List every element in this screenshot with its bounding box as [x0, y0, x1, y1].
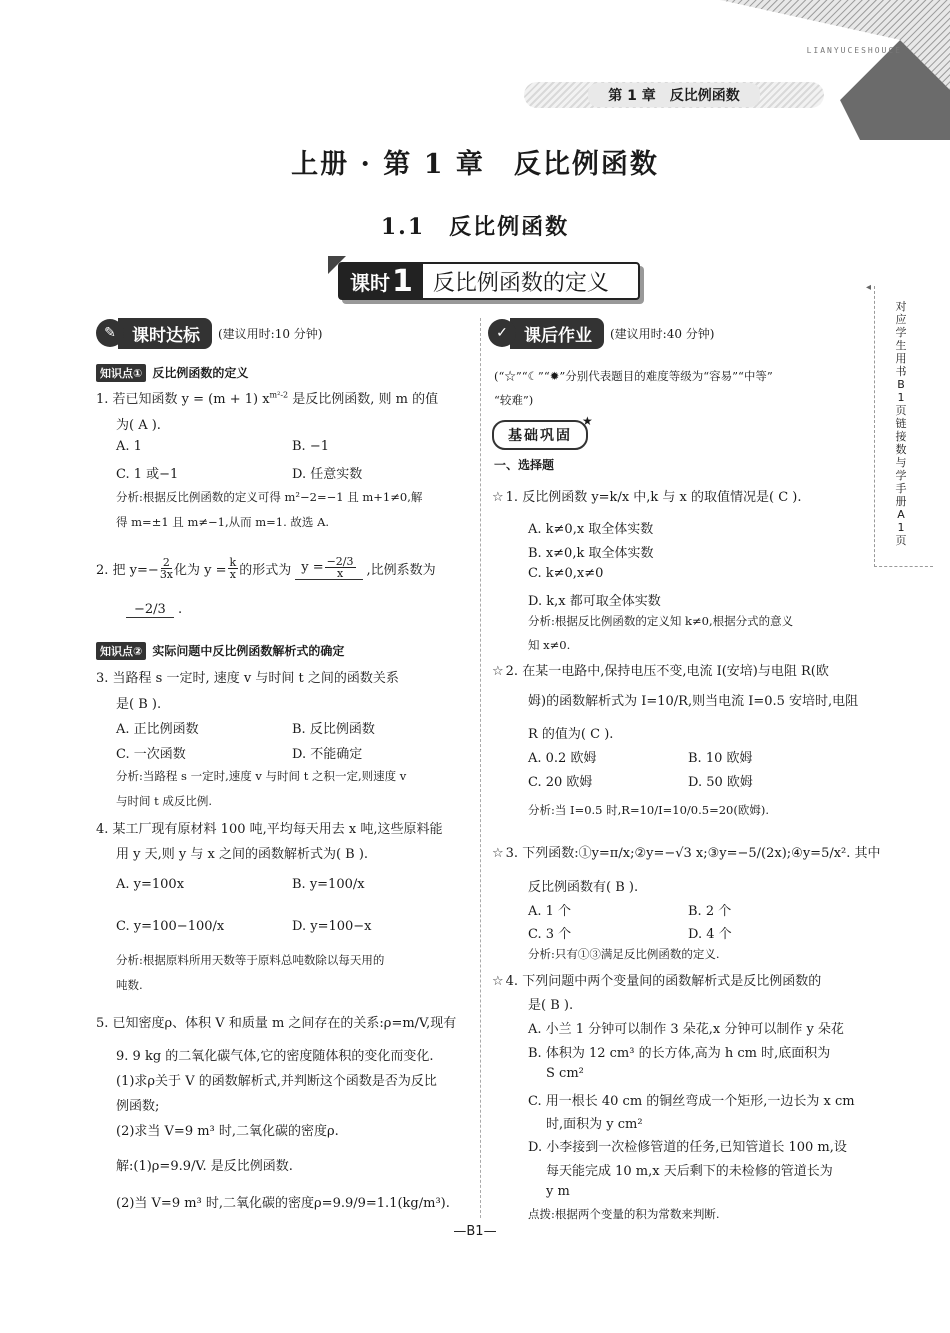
q4-option-d: D. y=100−x [292, 919, 372, 934]
q3-stem-cont: 是( B ). [116, 697, 162, 712]
rq1-option-a: A. k≠0,x 取全体实数 [528, 522, 654, 537]
rq3-option-d: D. 4 个 [688, 927, 732, 942]
rq2-option-d: D. 50 欧姆 [688, 775, 753, 790]
easy-star-icon: ☆ [492, 490, 504, 505]
q1-stem: 1. 若已知函数 y = (m + 1) $x^{m^2-2}$ 是反比例函数, 则 m 的值 [96, 390, 439, 407]
q4-option-a: A. y=100x [116, 877, 185, 892]
q1-option-b: B. −1 [292, 439, 329, 454]
page-number: —B1— [453, 1224, 497, 1239]
q5-part2: (2)求当 V=9 m³ 时,二氧化碳的密度ρ. [116, 1124, 339, 1139]
rq4-option-d-1: D. 小李接到一次检修管道的任务,已知管道长 100 m,设 [528, 1140, 847, 1155]
q2-answer-2: −2/3 . [126, 602, 182, 618]
rq4-option-d-3: y m [546, 1184, 570, 1199]
rq1-analysis-2: 知 x≠0. [528, 638, 571, 652]
rq2-option-c: C. 20 欧姆 [528, 775, 593, 790]
section-title: 1.1 反比例函数 [380, 214, 570, 240]
side-note: 对应学生用书B1页 链接数与学手册A1页 [895, 300, 907, 547]
rq1-option-c: C. k≠0,x≠0 [528, 566, 604, 581]
rq2-stem: ☆ 2. 在某一电路中,保持电压不变,电流 I(安培)与电阻 R(欧 [492, 664, 829, 679]
brand-text: LIANYUCESHOUCE [806, 46, 902, 55]
q2-fraction-1: $\frac{2}{3x}$ [159, 555, 174, 581]
kp2-title: 实际问题中反比例函数解析式的确定 [152, 644, 345, 658]
rq4-option-c-1: C. 用一根长 40 cm 的铜丝弯成一个矩形,一边长为 x cm [528, 1094, 855, 1109]
rq1-stem: ☆ 1. 反比例函数 y=k/x 中,k 与 x 的取值情况是( C ). [492, 490, 802, 505]
rq4-option-a: A. 小兰 1 分钟可以制作 3 朵花,x 分钟可以制作 y 朵花 [528, 1022, 844, 1037]
rq2-option-a: A. 0.2 欧姆 [528, 751, 597, 766]
rq2-stem-3: R 的值为( C ). [528, 727, 614, 742]
q3-analysis-2: 与时间 t 成反比例. [116, 794, 213, 808]
side-arrow-icon: ◂ [866, 282, 872, 293]
rq4-stem-2: 是( B ). [528, 998, 574, 1013]
difficulty-legend-1: (“☆”“☾”“✹”分别代表题目的难度等级为“容易”“中等” [494, 369, 773, 383]
rq2-stem-2: 姆)的函数解析式为 I=10/R,则当电流 I=0.5 安培时,电阻 [528, 694, 859, 709]
star-icon: ★ [582, 414, 593, 428]
rq2-analysis: 分析:当 I=0.5 时,R=10/I=10/0.5=20(欧姆). [528, 803, 769, 817]
column-divider [480, 318, 481, 1218]
kp1-line [96, 364, 248, 382]
q2-answer: y = $\frac{-2/3}{x}$ [295, 556, 362, 580]
q1-stem-cont: 为( A ). [116, 418, 161, 433]
rq2-option-b: B. 10 欧姆 [688, 751, 753, 766]
q2-stem: 2. 把 y=− $\frac{2}{3x}$ 化为 y = $\frac{k}{x}$ 的形式为 y = $\frac{-2/3}{x}$ ,比例系数为 [96, 555, 436, 581]
easy-star-icon: ☆ [492, 974, 504, 989]
q5-part1: (1)求ρ关于 V 的函数解析式,并判断这个函数是否为反比 [116, 1074, 437, 1089]
rq3-option-a: A. 1 个 [528, 904, 572, 919]
main-title: 上册 · 第 1 章 反比例函数 [291, 149, 659, 180]
left-section-header [96, 318, 323, 348]
right-section-note: (建议用时:40 分钟) [610, 326, 715, 341]
q5-solution-1: 解:(1)ρ=9.9/V. 是反比例函数. [116, 1159, 293, 1174]
lesson-banner [328, 256, 638, 300]
rq4-option-d-2: 每天能完成 10 m,x 天后剩下的未检修的管道长为 [546, 1164, 833, 1179]
q4-option-c: C. y=100−100/x [116, 919, 225, 934]
q3-option-c: C. 一次函数 [116, 747, 186, 762]
kp2-tag: 知识点② [96, 642, 146, 660]
easy-star-icon: ☆ [492, 846, 504, 861]
q4-analysis-1: 分析:根据原料所用天数等于原料总吨数除以每天用的 [116, 953, 385, 967]
q1-analysis-2: 得 m=±1 且 m≠−1,从而 m=1. 故选 A. [116, 515, 330, 529]
rq3-option-b: B. 2 个 [688, 904, 732, 919]
q4-analysis-2: 吨数. [116, 978, 143, 992]
right-section-header [488, 318, 715, 348]
q4-stem-cont: 用 y 天,则 y 与 x 之间的函数解析式为( B ). [116, 847, 369, 862]
rq4-option-b-1: B. 体积为 12 cm³ 的长方体,高为 h cm 时,底面积为 [528, 1046, 831, 1061]
q4-option-b: B. y=100/x [292, 877, 365, 892]
chapter-label: 第 1 章 反比例函数 [588, 83, 760, 107]
q3-option-a: A. 正比例函数 [116, 722, 199, 737]
part1-heading: 一、选择题 [494, 458, 555, 472]
rq4-stem: ☆ 4. 下列问题中两个变量间的函数解析式是反比例函数的 [492, 974, 822, 989]
rq4-option-b-2: S cm² [546, 1066, 584, 1081]
lesson-tag: 课时 1 [340, 264, 423, 298]
difficulty-legend-2: “较难”) [494, 393, 534, 407]
rq3-stem-2: 反比例函数有( B ). [528, 880, 639, 895]
easy-star-icon: ☆ [492, 664, 504, 679]
header-corner-decoration [720, 0, 950, 140]
rq3-stem: ☆ 3. 下列函数:①y=π/x;②y=−√3 x;③y=−5/(2x);④y=5/x². 其中 [492, 846, 881, 861]
homework-icon: ✓ [488, 319, 516, 347]
left-section-label: 课时达标 [118, 318, 212, 349]
q2-fraction-2: $\frac{k}{x}$ [229, 555, 237, 581]
rq3-option-c: C. 3 个 [528, 927, 572, 942]
rq3-analysis: 分析:只有①③满足反比例函数的定义. [528, 947, 720, 961]
q1-option-d: D. 任意实数 [292, 467, 363, 482]
rq1-option-b: B. x≠0,k 取全体实数 [528, 546, 654, 561]
basic-badge: 基础巩固 [492, 420, 588, 450]
q3-analysis-1: 分析:当路程 s 一定时,速度 v 与时间 t 之积一定,则速度 v [116, 769, 407, 783]
q5-stem-2: 9. 9 kg 的二氧化碳气体,它的密度随体积的变化而变化. [116, 1049, 434, 1064]
q1-option-c: C. 1 或−1 [116, 467, 179, 482]
q3-option-b: B. 反比例函数 [292, 722, 375, 737]
chapter-pill [524, 82, 824, 108]
right-section-label: 课后作业 [510, 318, 604, 349]
lesson-title: 反比例函数的定义 [432, 270, 609, 296]
q5-part1-cont: 例函数; [116, 1099, 160, 1114]
kp2-line [96, 642, 344, 660]
left-section-note: (建议用时:10 分钟) [218, 326, 323, 341]
q5-stem: 5. 已知密度ρ、体积 V 和质量 m 之间存在的关系:ρ=m/V,现有 [96, 1016, 457, 1031]
q5-solution-2: (2)当 V=9 m³ 时,二氧化碳的密度ρ=9.9/9=1.1(kg/m³). [116, 1196, 450, 1211]
rq4-option-c-2: 时,面积为 y cm² [546, 1117, 643, 1132]
q1-option-a: A. 1 [116, 439, 142, 454]
q4-stem: 4. 某工厂现有原材料 100 吨,平均每天用去 x 吨,这些原料能 [96, 822, 443, 837]
kp1-title: 反比例函数的定义 [152, 366, 249, 380]
q1-analysis-1: 分析:根据反比例函数的定义可得 m²−2=−1 且 m+1≠0,解 [116, 490, 423, 504]
rq1-analysis-1: 分析:根据反比例函数的定义知 k≠0,根据分式的意义 [528, 614, 794, 628]
q3-option-d: D. 不能确定 [292, 747, 363, 762]
wrench-icon: ✎ [96, 319, 124, 347]
rq1-option-d: D. k,x 都可取全体实数 [528, 594, 661, 609]
q3-stem: 3. 当路程 s 一定时, 速度 v 与时间 t 之间的函数关系 [96, 671, 399, 686]
rq4-tip: 点拨:根据两个变量的积为常数来判断. [528, 1207, 720, 1221]
kp1-tag: 知识点① [96, 364, 146, 382]
